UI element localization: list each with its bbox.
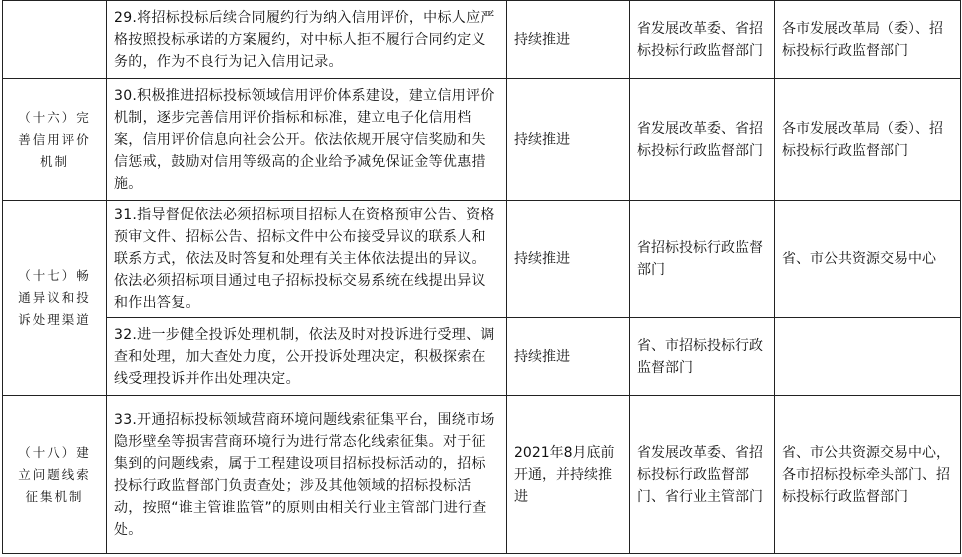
table-row	[3, 79, 961, 201]
responsible-unit-cell: 各市发展改革局（委）、招标投标行政监督部门	[775, 1, 961, 79]
timeline-cell: 持续推进	[507, 201, 630, 318]
measure-content-cell: 30.积极推进招标投标领域信用评价体系建设，建立信用评价机制，逐步完善信用评价指标和标准，建立电子化信用档案，信用评价信息向社会公开。依法依规开展守信奖励和失信惩戒，鼓励对信用等级高的企业给予减免保证金等优惠措施。	[107, 79, 507, 201]
lead-department-cell: 省发展改革委、省招标投标行政监督部门、省行业主管部门	[630, 396, 775, 554]
table-row	[3, 1, 961, 79]
table-row	[3, 396, 961, 554]
timeline-cell: 持续推进	[507, 318, 630, 396]
timeline-cell: 2021年8月底前开通，并持续推进	[507, 396, 630, 554]
responsible-unit-cell	[775, 318, 961, 396]
table-row	[3, 318, 961, 396]
lead-department-cell: 省招标投标行政监督部门	[630, 201, 775, 318]
timeline-cell: 持续推进	[507, 1, 630, 79]
category-cell: （十六）完善信用评价机制	[3, 79, 107, 201]
responsible-unit-cell: 省、市公共资源交易中心	[775, 201, 961, 318]
timeline-cell: 持续推进	[507, 79, 630, 201]
category-cell	[3, 1, 107, 79]
table-row	[3, 201, 961, 318]
measure-content-cell: 32.进一步健全投诉处理机制，依法及时对投诉进行受理、调查和处理，加大查处力度，公开投诉处理决定，积极探索在线受理投诉并作出处理决定。	[107, 318, 507, 396]
lead-department-cell: 省、市招标投标行政监督部门	[630, 318, 775, 396]
measure-content-cell: 31.指导督促依法必须招标项目招标人在资格预审公告、资格预审文件、招标公告、招标文件中公布接受异议的联系人和联系方式，依法及时答复和处理有关主体依法提出的异议。依法必须招标项目通过电子招标投标交易系统在线提出异议和作出答复。	[107, 201, 507, 318]
measure-content-cell: 33.开通招标投标领域营商环境问题线索征集平台，围绕市场隐形壁垒等损害营商环境行为进行常态化线索征集。对于征集到的问题线索，属于工程建设项目招标投标活动的，招标投标行政监督部门负责查处；涉及其他领域的招标投标活动，按照“谁主管谁监管”的原则由相关行业主管部门进行查处。	[107, 396, 507, 554]
category-cell: （十七）畅通异议和投诉处理渠道	[3, 201, 107, 396]
measures-table	[2, 0, 961, 554]
lead-department-cell: 省发展改革委、省招标投标行政监督部门	[630, 79, 775, 201]
responsible-unit-cell: 省、市公共资源交易中心，各市招标投标牵头部门、招标投标行政监督部门	[775, 396, 961, 554]
lead-department-cell: 省发展改革委、省招标投标行政监督部门	[630, 1, 775, 79]
responsible-unit-cell: 各市发展改革局（委）、招标投标行政监督部门	[775, 79, 961, 201]
measure-content-cell: 29.将招标投标后续合同履约行为纳入信用评价，中标人应严格按照投标承诺的方案履约，对中标人拒不履行合同约定义务的，作为不良行为记入信用记录。	[107, 1, 507, 79]
category-cell: （十八）建立问题线索征集机制	[3, 396, 107, 554]
